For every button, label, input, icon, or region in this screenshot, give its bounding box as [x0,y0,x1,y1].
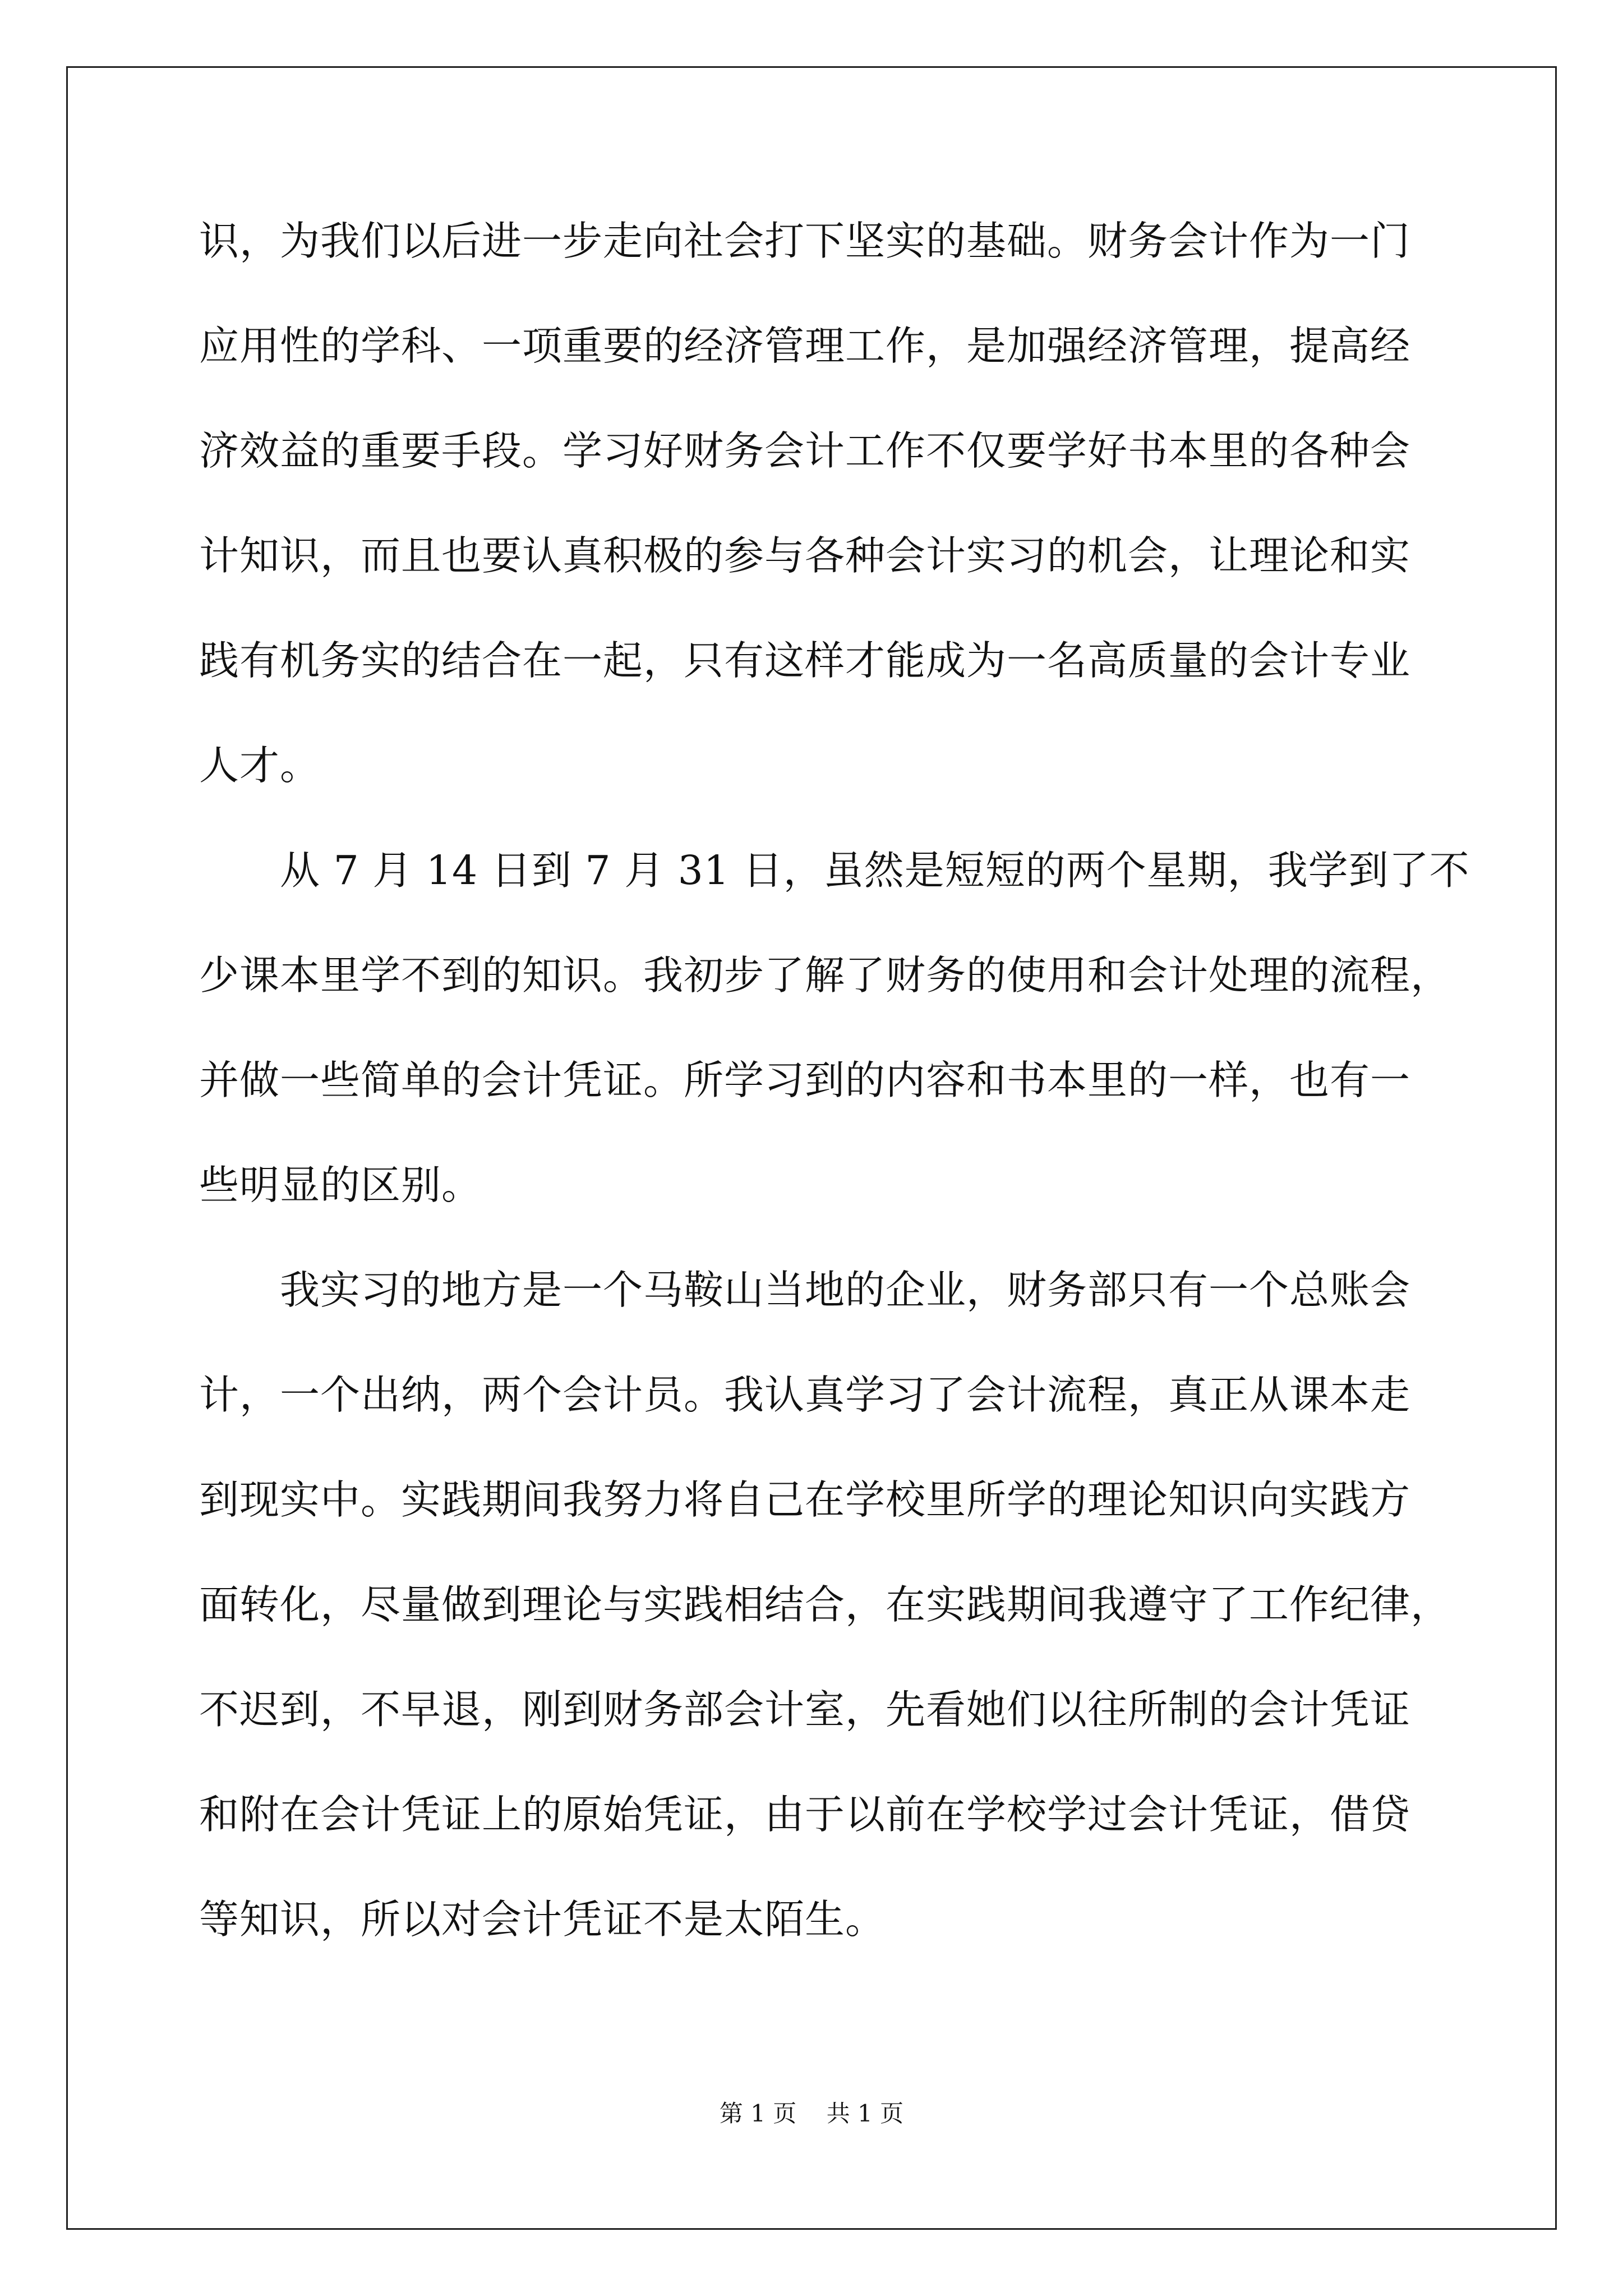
text-line: 我实习的地方是一个马鞍山当地的企业，财务部只有一个总账会 [199,1267,1411,1313]
document-body [199,216,1470,1999]
text-line: 应用性的学科、一项重要的经济管理工作，是加强经济管理，提高经 [199,323,1411,369]
text-line: 到现实中。实践期间我努力将自己在学校里所学的理论知识向实践方 [199,1476,1411,1523]
text-line: 面转化，尽量做到理论与实践相结合，在实践期间我遵守了工作纪律， [199,1581,1451,1628]
text-line: 识，为我们以后进一步走向社会打下坚实的基础。财务会计作为一门 [199,218,1411,264]
text-line: 并做一些简单的会计凭证。所学习到的内容和书本里的一样，也有一 [199,1057,1411,1103]
text-line: 些明显的区别。 [199,1162,482,1208]
text-line: 人才。 [199,742,321,789]
text-line: 等知识，所以对会计凭证不是太陌生。 [199,1896,886,1943]
text-line: 计，一个出纳，两个会计员。我认真学习了会计流程，真正从课本走 [199,1372,1411,1418]
page-footer: 第 1 页 共 1 页 [719,2100,904,2127]
text-line: 济效益的重要手段。学习好财务会计工作不仅要学好书本里的各种会 [199,427,1411,474]
text-line: 践有机务实的结合在一起，只有这样才能成为一名高质量的会计专业 [199,637,1411,684]
text-line: 少课本里学不到的知识。我初步了解了财务的使用和会计处理的流程， [199,952,1451,999]
text-line: 计知识，而且也要认真积极的参与各种会计实习的机会，让理论和实 [199,532,1411,579]
text-line: 从 7 月 14 日到 7 月 31 日，虽然是短短的两个星期，我学到了不 [199,847,1470,894]
text-line: 不迟到，不早退，刚到财务部会计室，先看她们以往所制的会计凭证 [199,1686,1411,1733]
text-line: 和附在会计凭证上的原始凭证，由于以前在学校学过会计凭证，借贷 [199,1791,1411,1838]
